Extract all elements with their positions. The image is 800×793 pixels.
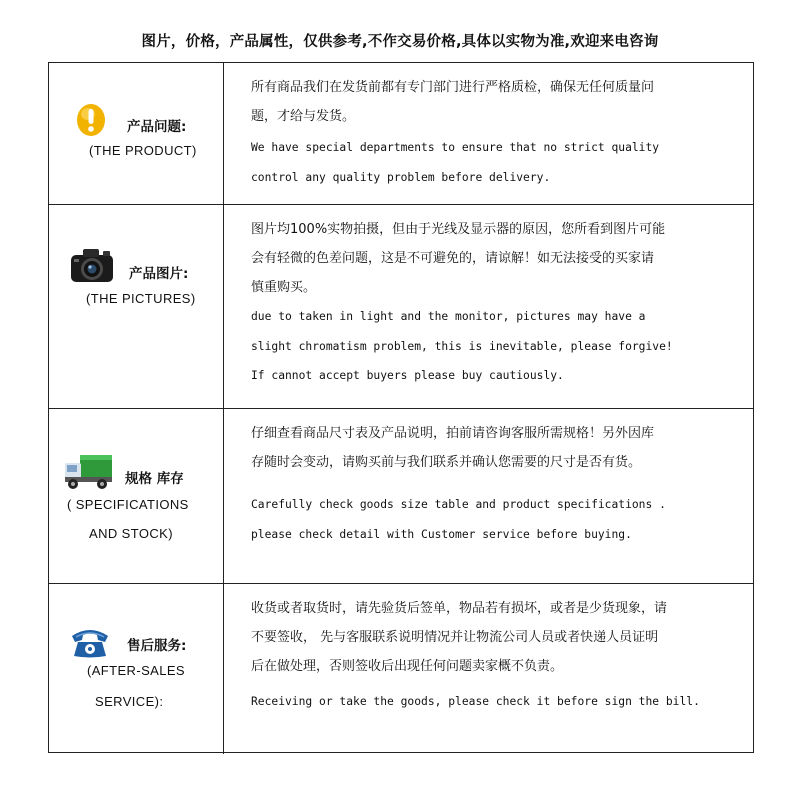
telephone-icon: [69, 625, 111, 659]
description-en-line: If cannot accept buyers please buy cautiously.: [251, 369, 564, 382]
description-cn-line: 仔细查看商品尺寸表及产品说明，拍前请咨询客服所需规格！另外因库: [251, 426, 655, 441]
description-cn-line: 会有轻微的色差问题，这是不可避免的，请谅解！如无法接受的买家请: [251, 251, 655, 266]
info-table: [48, 62, 754, 753]
category-cell-pictures: [49, 205, 224, 408]
category-title-cn: 规格 库存: [125, 471, 184, 487]
description-cn-line: 慎重购买。: [251, 280, 317, 295]
table-row-pictures: [49, 205, 753, 409]
category-title-en: (THE PRODUCT): [89, 143, 197, 158]
description-cn-line: 收货或者取货时，请先验货后签单，物品若有损坏，或者是少货现象，请: [251, 601, 668, 616]
description-en-line: please check detail with Customer service before buying.: [251, 527, 632, 541]
category-title-en: SERVICE):: [95, 694, 164, 709]
description-cn-line: 所有商品我们在发货前都有专门部门进行严格质检，确保无任何质量问: [251, 80, 655, 95]
category-title-en: (THE PICTURES): [86, 291, 196, 306]
table-row-specifications: [49, 409, 753, 584]
description-cn-line: 存随时会变动，请购买前与我们联系并确认您需要的尺寸是否有货。: [251, 455, 642, 470]
category-cell-specifications: [49, 409, 224, 583]
description-en-line: due to taken in light and the monitor, pictures may have a: [251, 310, 646, 323]
category-cell-after-sales: [49, 584, 224, 754]
description-cn-line: 后在做处理，否则签收后出现任何问题卖家概不负责。: [251, 659, 564, 674]
description-en-line: control any quality problem before delivery.: [251, 170, 551, 184]
description-cell-product: [224, 63, 753, 204]
description-cell-specifications: [224, 409, 753, 583]
exclamation-icon: [76, 103, 106, 137]
category-title-en: ( SPECIFICATIONS: [67, 497, 189, 512]
description-en-line: slight chromatism problem, this is inevitable, please forgive!: [251, 339, 673, 353]
description-en-line: Carefully check goods size table and product specifications .: [251, 498, 666, 511]
page-title: 图片，价格，产品属性，仅供参考,不作交易价格,具体以实物为准,欢迎来电咨询: [141, 34, 659, 50]
camera-icon: [69, 248, 115, 284]
category-title-cn: 产品图片:: [129, 266, 189, 282]
description-cn-line: 图片均100%实物拍摄，但由于光线及显示器的原因，您所看到图片可能: [251, 222, 666, 237]
category-title-cn: 售后服务:: [127, 638, 187, 654]
category-title-en: (AFTER-SALES: [87, 663, 185, 678]
table-row-product: [49, 63, 753, 205]
description-cn-line: 题，才给与发货。: [251, 109, 356, 124]
description-cn-line: 不要签收， 先与客服联系说明情况并让物流公司人员或者快递人员证明: [251, 630, 659, 645]
description-en-line: Receiving or take the goods, please check it before sign the bill.: [251, 695, 700, 708]
category-title-cn: 产品问题:: [127, 119, 187, 135]
description-en-line: We have special departments to ensure that no strict quality: [251, 141, 660, 154]
truck-icon: [64, 453, 114, 491]
table-row-after-sales: [49, 584, 753, 754]
category-cell-product: [49, 63, 224, 204]
category-title-en: AND STOCK): [89, 526, 173, 541]
description-cell-after-sales: [224, 584, 753, 754]
description-cell-pictures: [224, 205, 753, 408]
